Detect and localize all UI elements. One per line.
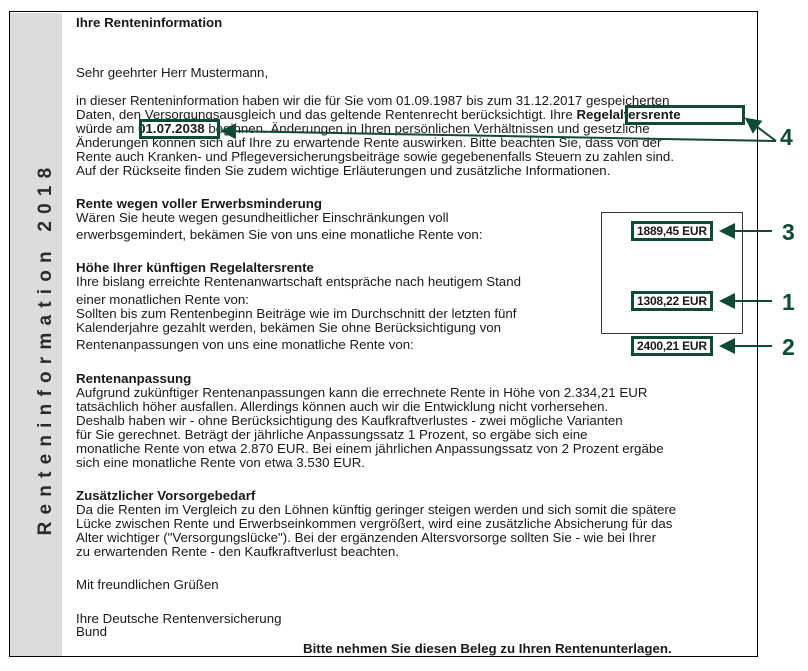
letter-title: Ihre Renteninformation xyxy=(76,15,223,30)
callout-number-1: 1 xyxy=(782,289,795,315)
regelaltersrente-line-1: Ihre bislang erreichte Rentenanwartschaft entspräche nach heutigem Stand xyxy=(76,274,521,289)
callout-number-3: 3 xyxy=(782,219,795,245)
vorsorgebedarf-line-3: Alter wichtiger ("Versorgungslücke"). Bei der ergänzenden Altersvorsorge sollten Sie - wie bei Ihrer xyxy=(76,530,657,545)
amount-regelaltersrente-current: 1308,22 EUR xyxy=(631,291,713,311)
highlight-date: 01.07.2038 xyxy=(138,121,205,136)
highlight-date-box xyxy=(139,119,220,139)
rentenanpassung-line-1: Aufgrund zukünftiger Rentenanpassungen kann die errechnete Rente in Höhe von 2.334,21 EUR xyxy=(76,385,648,400)
sidebar xyxy=(10,13,62,656)
intro-line-2-text: Daten, den Versorgungsausgleich und das geltende Rentenrecht berücksichtigt. Ihre xyxy=(76,107,577,122)
greeting: Sehr geehrter Herr Mustermann, xyxy=(76,65,269,80)
intro-line-3-prefix: würde am xyxy=(76,121,139,136)
section-heading-erwerbsminderung: Rente wegen voller Erwerbsminderung xyxy=(76,196,323,211)
section-heading-regelaltersrente: Höhe Ihrer künftigen Regelaltersrente xyxy=(76,260,314,275)
vorsorgebedarf-line-1: Da die Renten im Vergleich zu den Löhnen künftig geringer steigen werden und sich somit die spätere xyxy=(76,502,677,517)
regelaltersrente-line-5: Rentenanpassungen von uns eine monatliche Rente von: xyxy=(76,337,414,352)
highlight-term: Regelaltersrente xyxy=(576,107,681,122)
rentenanpassung-line-3: Deshalb haben wir - ohne Berücksichtigung des Kaufkraftverlustes - zwei mögliche Varianten xyxy=(76,413,623,428)
vorsorgebedarf-line-4: zu erwartenden Rente - den Kaufkraftverlust beachten. xyxy=(76,544,400,559)
closing: Mit freundlichen Grüßen xyxy=(76,577,219,592)
rentenanpassung-line-2: tatsächlich höher ausfallen. Allerdings können auch wir die Entwicklung nicht vorhersehen. xyxy=(76,399,609,414)
regelaltersrente-line-2: einer monatlichen Rente von: xyxy=(76,292,249,307)
regelaltersrente-line-3: Sollten bis zum Rentenbeginn Beiträge wie im Durchschnitt der letzten fünf xyxy=(76,306,517,321)
rentenanpassung-line-4: für Sie gerechnet. Beträgt der jährliche Anpassungssatz 1 Prozent, so ergäbe sich eine xyxy=(76,427,588,442)
intro-line-6: Auf der Rückseite finden Sie zudem wichtige Erläuterungen und zusätzliche Informationen. xyxy=(76,163,611,178)
sidebar-label: Renteninformation 2018 xyxy=(35,160,56,536)
section-heading-rentenanpassung: Rentenanpassung xyxy=(76,371,192,386)
callout-number-4: 4 xyxy=(780,124,793,150)
erwerbsminderung-line-2: erwerbsgemindert, bekämen Sie von uns eine monatliche Rente von: xyxy=(76,227,483,242)
highlight-term-box xyxy=(625,105,745,125)
intro-line-5: Rente auch Kranken- und Pflegeversicherungsbeiträge sowie gegebenenfalls Steuern zu zahlen sind. xyxy=(76,149,675,164)
erwerbsminderung-line-1: Wären Sie heute wegen gesundheitlicher Einschränkungen voll xyxy=(76,210,449,225)
rentenanpassung-line-5: monatliche Rente von etwa 2.870 EUR. Bei einem jährlichen Anpassungssatz von 2 Prozent ergäbe xyxy=(76,441,664,456)
section-heading-vorsorgebedarf: Zusätzlicher Vorsorgebedarf xyxy=(76,488,256,503)
footer-note: Bitte nehmen Sie diesen Beleg zu Ihren Rentenunterlagen. xyxy=(303,641,672,656)
signature-line-2: Bund xyxy=(76,624,108,639)
vorsorgebedarf-line-2: Lücke zwischen Rente und Erwerbseinkommen vergrößert, wird eine zusätzliche Absicherung für das xyxy=(76,516,673,531)
intro-line-3-suffix: beginnen. Änderungen in Ihren persönlichen Verhältnissen und gesetzliche xyxy=(204,121,650,136)
signature-line-1: Ihre Deutsche Rentenversicherung xyxy=(76,611,282,626)
amount-erwerbsminderung: 1889,45 EUR xyxy=(631,221,713,241)
regelaltersrente-line-4: Kalenderjahre gezahlt werden, bekämen Sie ohne Berücksichtigung von xyxy=(76,320,502,335)
intro-line-4: Änderungen können sich auf Ihre zu erwartende Rente auswirken. Bitte beachten Sie, dass von der xyxy=(76,135,662,150)
rentenanpassung-line-6: sich eine monatliche Rente von etwa 3.530 EUR. xyxy=(76,455,365,470)
callout-number-2: 2 xyxy=(782,334,795,360)
intro-line-1: in dieser Renteninformation haben wir die für Sie vom 01.09.1987 bis zum 31.12.2017 gespeicherten xyxy=(76,93,670,108)
amount-regelaltersrente-projected: 2400,21 EUR xyxy=(631,336,713,356)
